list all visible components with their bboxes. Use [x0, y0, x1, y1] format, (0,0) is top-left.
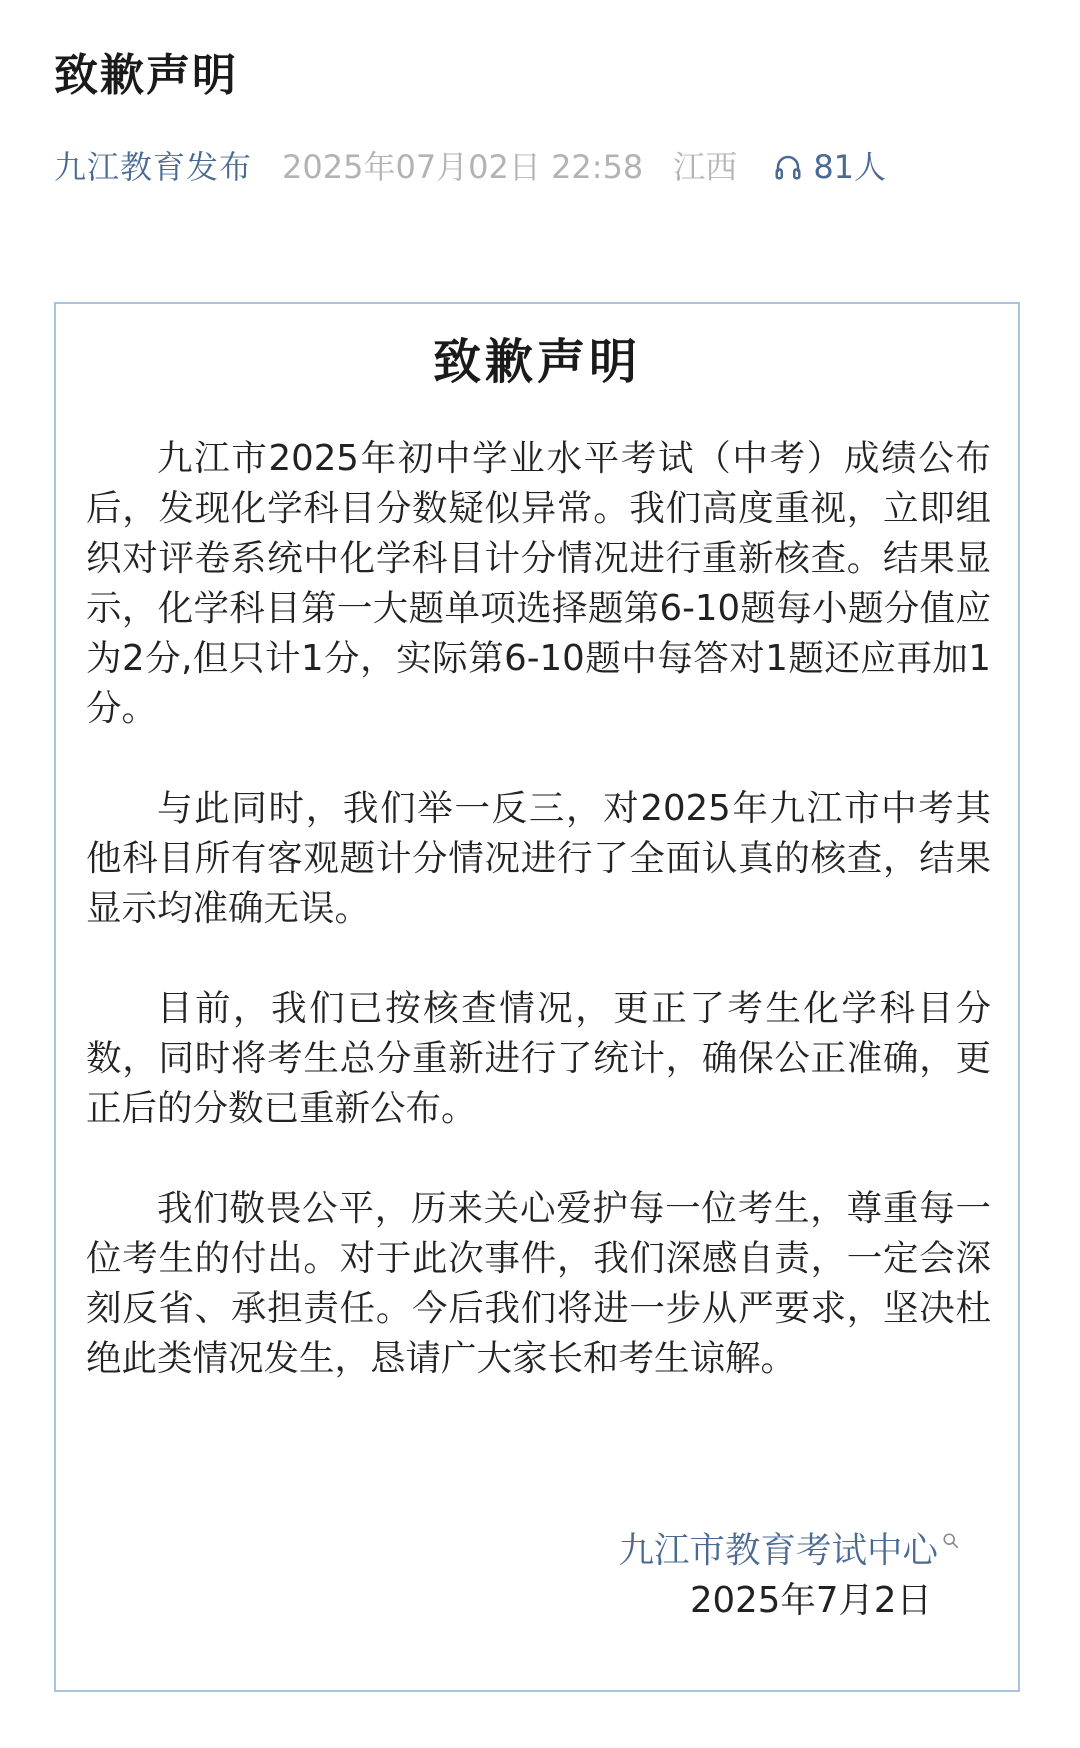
paragraph: 目前，我们已按核查情况，更正了考生化学科目分数，同时将考生总分重新进行了统计，确保公正准确，更正后的分数已重新公布。 [86, 988, 991, 1129]
paragraph: 与此同时，我们举一反三，对2025年九江市中考其他科目所有客观题计分情况进行了全面认真的核查，结果显示均准确无误。 [86, 788, 991, 929]
publish-datetime: 2025年07月02日 22:58 [282, 148, 644, 186]
page-title: 致歉声明 [54, 50, 238, 101]
publisher-link[interactable]: 九江教育发布 [54, 148, 253, 186]
signature-block [618, 1526, 960, 1626]
paragraph: 九江市2025年初中学业水平考试（中考）成绩公布后，发现化学科目分数疑似异常。我们高度重视，立即组织对评卷系统中化学科目计分情况进行重新核查。结果显示，化学科目第一大题单项选择题第6-10题每小题分值应为2分,但只计1分，实际第6-10题中每答对1题还应再加1分。 [86, 438, 991, 729]
listen-count-button[interactable] [773, 146, 886, 188]
signature-org-link[interactable] [618, 1526, 960, 1576]
headphone-icon [773, 152, 803, 182]
post-meta [54, 146, 886, 188]
search-icon [942, 1532, 960, 1550]
paragraph: 我们敬畏公平，历来关心爱护每一位考生，尊重每一位考生的付出。对于此次事件，我们深感自责，一定会深刻反省、承担责任。今后我们将进一步从严要求，坚决杜绝此类情况发生，恳请广大家长和考生谅解。 [86, 1188, 991, 1379]
signature-org: 九江市教育考试中心 [618, 1530, 938, 1571]
apology-document-image[interactable] [54, 302, 1020, 1692]
document-title: 致歉声明 [432, 334, 641, 390]
signature-date: 2025年7月2日 [689, 1580, 932, 1621]
document-body [86, 434, 991, 1434]
listen-count: 81人 [813, 148, 887, 186]
publish-region: 江西 [673, 148, 738, 186]
